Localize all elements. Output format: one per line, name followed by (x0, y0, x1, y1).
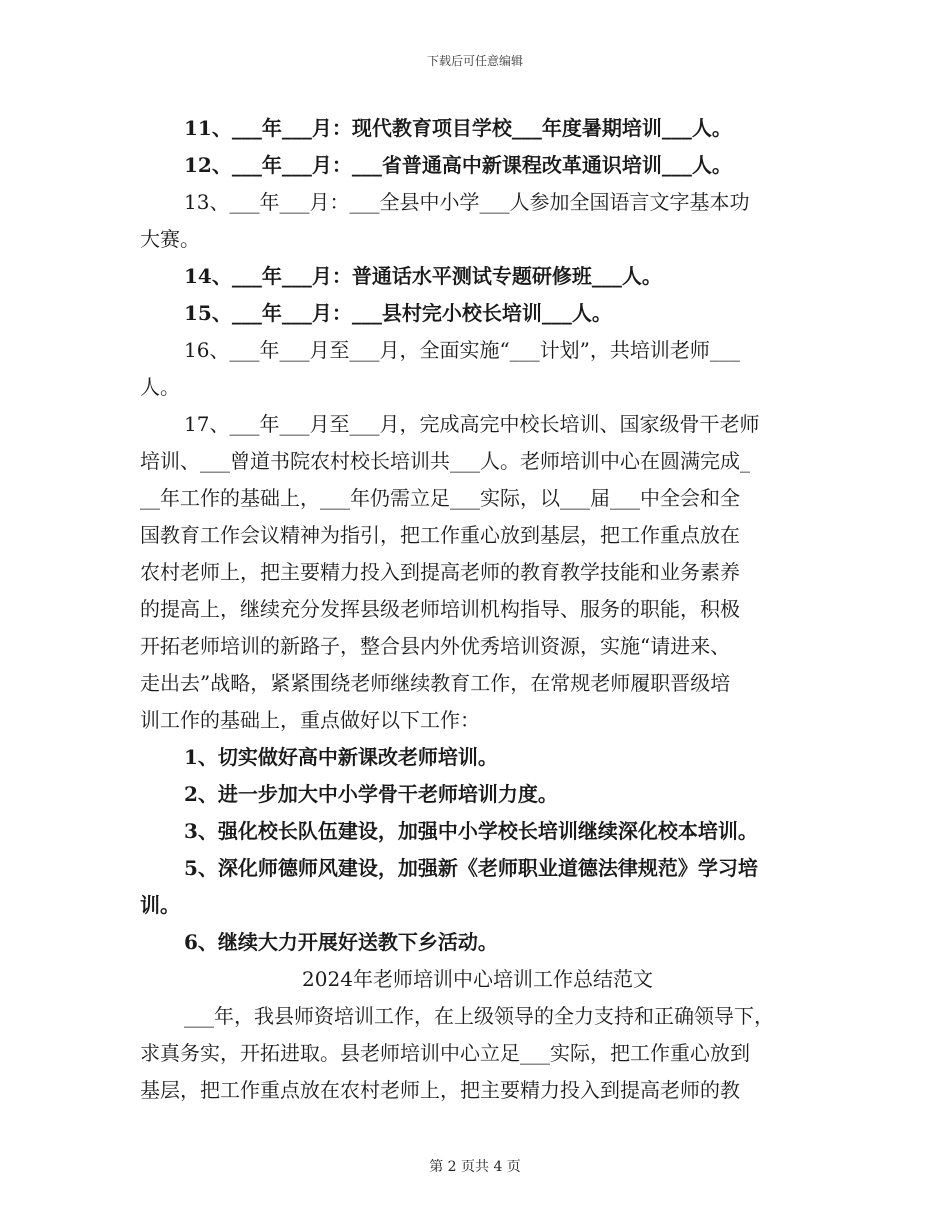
page-footer: 第 2 页共 4 页 (429, 1159, 521, 1175)
paragraph-line: 国教育工作会议精神为指引，把工作重心放到基层，把工作重点放在 (140, 523, 740, 547)
paragraph-line: 16、___年___月至___月，全面实施“___计划”，共培训老师___ (184, 338, 740, 362)
paragraph-line: 培训、___曾道书院农村校长培训共___人。老师培训中心在圆满完成_ (140, 449, 750, 473)
paragraph-line: 14、___年___月：普通话水平测试专题研修班___人。 (184, 264, 662, 288)
page-header: 下载后可任意编辑 (426, 54, 523, 68)
paragraph-line: 6、继续大力开展好送教下乡活动。 (184, 930, 498, 954)
section-title: 2024年老师培训中心培训工作总结范文 (302, 967, 653, 991)
paragraph-line: 训。 (140, 893, 180, 917)
paragraph-line: 15、___年___月：___县村完小校长培训___人。 (184, 301, 612, 325)
paragraph-line: 17、___年___月至___月，完成高完中校长培训、国家级骨干老师 (184, 412, 760, 436)
paragraph-line: 11、___年___月：现代教育项目学校___年度暑期培训___人。 (184, 116, 732, 140)
paragraph-line: ___年，我县师资培训工作，在上级领导的全力支持和正确领导下， (184, 1004, 774, 1028)
paragraph-line: 2、进一步加大中小学骨干老师培训力度。 (184, 782, 558, 806)
paragraph-line: __年工作的基础上，___年仍需立足___实际，以___届___中全会和全 (140, 486, 740, 510)
paragraph-line: 大赛。 (140, 227, 200, 251)
paragraph-line: 求真务实，开拓进取。县老师培训中心立足___实际，把工作重心放到 (140, 1041, 750, 1065)
paragraph-line: 1、切实做好高中新课改老师培训。 (184, 745, 498, 769)
paragraph-line: 人。 (140, 375, 180, 399)
paragraph-line: 走出去”战略，紧紧围绕老师继续教育工作，在常规老师履职晋级培 (140, 671, 731, 695)
paragraph-line: 5、深化师德师风建设，加强新《老师职业道德法律规范》学习培 (184, 856, 758, 880)
paragraph-line: 3、强化校长队伍建设，加强中小学校长培训继续深化校本培训。 (184, 819, 758, 843)
paragraph-line: 开拓老师培训的新路子，整合县内外优秀培训资源，实施“请进来、 (140, 634, 731, 658)
paragraph-line: 基层，把工作重点放在农村老师上，把主要精力投入到提高老师的教 (140, 1078, 740, 1102)
paragraph-line: 训工作的基础上，重点做好以下工作： (140, 708, 480, 732)
paragraph-line: 12、___年___月：___省普通高中新课程改革通识培训___人。 (184, 153, 732, 177)
paragraph-line: 13、___年___月：___全县中小学___人参加全国语言文字基本功 (184, 190, 750, 214)
paragraph-line: 农村老师上，把主要精力投入到提高老师的教育教学技能和业务素养 (140, 560, 740, 584)
paragraph-line: 的提高上，继续充分发挥县级老师培训机构指导、服务的职能，积极 (140, 597, 740, 621)
document-body (140, 110, 815, 1109)
